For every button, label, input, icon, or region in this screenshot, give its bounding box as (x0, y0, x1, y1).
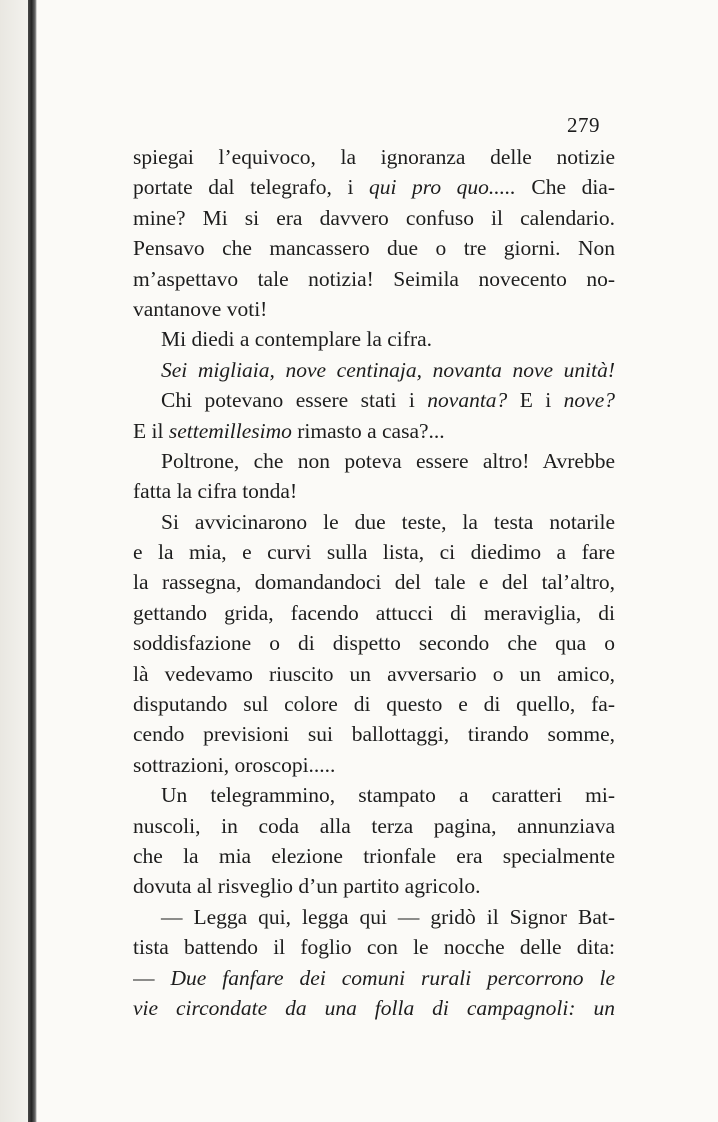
text-segment: Si avvicinarono le due teste, la testa notarile (161, 509, 615, 534)
italic-segment: qui pro quo..... (368, 175, 516, 200)
text-segment: gettando grida, facendo attucci di meraviglia, di (133, 600, 615, 625)
text-segment: E i (507, 388, 564, 413)
book-binding-edge (28, 0, 37, 1122)
text-line (133, 659, 615, 689)
text-line (133, 142, 615, 172)
text-segment: spiegai l’equivoco, la ignoranza delle notizie (133, 145, 615, 169)
text-line (133, 476, 615, 506)
italic-segment: nove? (563, 388, 615, 413)
text-line (133, 355, 615, 385)
text-segment: che la mia elezione trionfale era specialmente (133, 843, 615, 868)
text-segment: là vedevamo riuscito un avversario o un amico, (133, 661, 615, 686)
text-line (133, 963, 615, 993)
text-segment: disputando sul colore di questo e di quello, fa- (133, 692, 615, 717)
text-segment: vantanove voti! (133, 296, 268, 321)
text-line (133, 567, 615, 597)
text-line (133, 780, 615, 810)
text-line (133, 598, 615, 628)
text-segment: e la mia, e curvi sulla lista, ci diedimo a fare (133, 540, 615, 565)
text-segment: mine? Mi si era davvero confuso il calendario. (133, 205, 615, 230)
text-line (133, 264, 615, 294)
text-segment: dovuta al risveglio d’un partito agricolo. (133, 874, 481, 899)
text-line (133, 628, 615, 658)
text-segment: Mi diedi a contemplare la cifra. (161, 327, 433, 352)
text-line (133, 719, 615, 749)
body-text (133, 142, 615, 1023)
text-line (133, 689, 615, 719)
text-line (133, 507, 615, 537)
text-segment: soddisfazione o di dispetto secondo che qua o (133, 631, 615, 656)
text-line (133, 324, 615, 354)
text-line (133, 233, 615, 263)
text-segment: E il (133, 418, 169, 443)
text-line (133, 172, 615, 202)
text-line (133, 446, 615, 476)
text-line (133, 841, 615, 871)
italic-segment: vie circondate da una folla di campagnoli: un (133, 995, 615, 1020)
text-segment: Un telegrammino, stampato a caratteri mi- (161, 783, 615, 808)
text-segment: fatta la cifra tonda! (133, 479, 298, 504)
text-line (133, 993, 615, 1023)
text-segment: Pensavo che mancassero due o tre giorni. Non (133, 236, 615, 261)
text-segment: sottrazioni, oroscopi..... (133, 752, 336, 777)
text-segment: nuscoli, in coda alla terza pagina, annunziava (133, 813, 615, 838)
text-line (133, 385, 615, 415)
italic-segment: settemillesimo (168, 418, 292, 443)
text-segment: Che dia- (515, 175, 615, 200)
text-segment: portate dal telegrafo, i (133, 175, 369, 200)
text-line (133, 294, 615, 324)
text-line (133, 871, 615, 901)
text-segment: cendo previsioni sui ballottaggi, tirando somme, (133, 722, 615, 747)
text-line (133, 932, 615, 962)
page-number: 279 (567, 113, 600, 137)
italic-segment: Due fanfare dei comuni rurali percorrono le (170, 965, 615, 990)
text-line (133, 902, 615, 932)
italic-segment: Sei migliaia, nove centinaja, novanta nove unità! (161, 357, 615, 382)
text-segment: rimasto a casa?... (291, 418, 445, 443)
text-segment: — (133, 965, 171, 990)
text-line (133, 750, 615, 780)
text-segment: — Legga qui, legga qui — gridò il Signor Bat- (161, 904, 615, 929)
text-segment: m’aspettavo tale notizia! Seimila novecento no- (133, 266, 615, 291)
text-line (133, 203, 615, 233)
text-segment: la rassegna, domandandoci del tale e del tal’altro, (133, 570, 615, 595)
text-line (133, 416, 615, 446)
text-segment: tista battendo il foglio con le nocche delle dita: (133, 935, 615, 960)
page-edge-shade (0, 0, 28, 1122)
text-segment: Poltrone, che non poteva essere altro! Avrebbe (161, 448, 615, 473)
italic-segment: novanta? (427, 388, 508, 413)
text-line (133, 811, 615, 841)
text-segment: Chi potevano essere stati i (161, 388, 428, 413)
text-line (133, 537, 615, 567)
